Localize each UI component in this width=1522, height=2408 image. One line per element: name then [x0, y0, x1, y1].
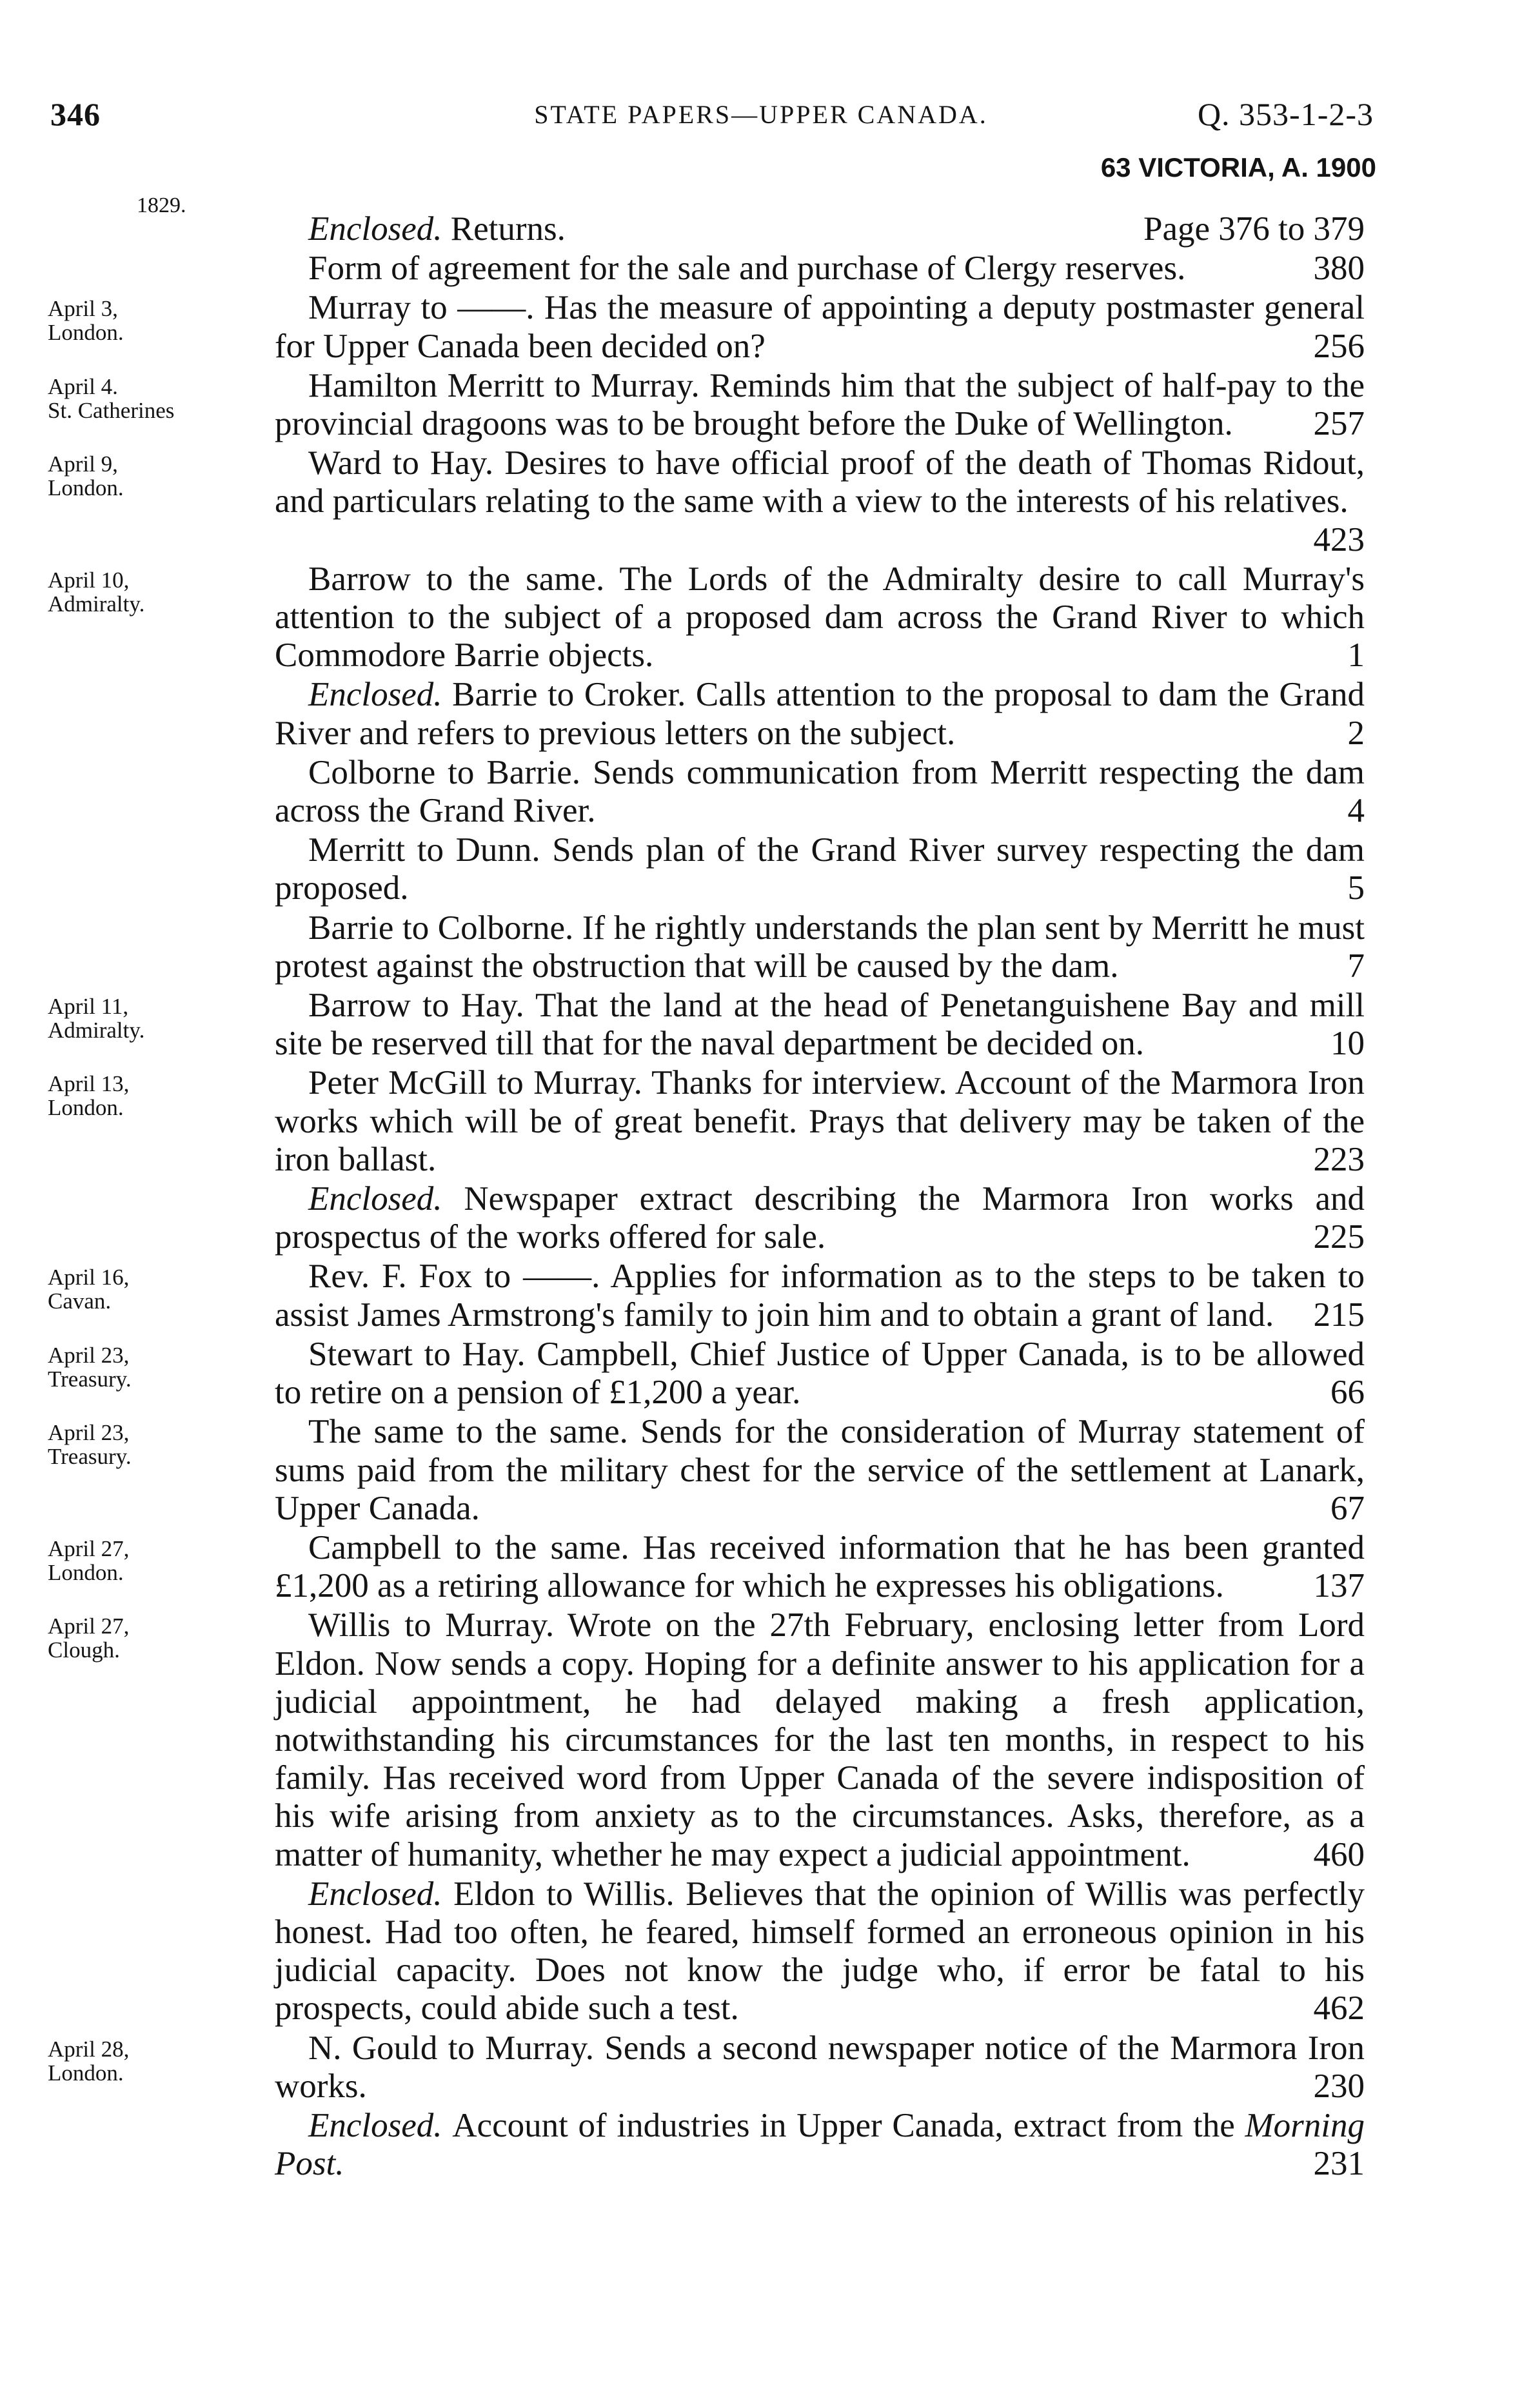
- entry-date: April 13,: [48, 1071, 130, 1097]
- page-reference: 223: [1313, 1140, 1365, 1178]
- entry-summary: Barrie to Croker. Calls attention to the proposal to dam the Grand River and refers to previous letters on the subject.: [275, 676, 1365, 752]
- entry-summary: Returns.: [450, 210, 566, 248]
- entry-text: [275, 676, 1365, 752]
- entry-summary: Form of agreement for the sale and purchase of Clergy reserves.: [308, 250, 1186, 288]
- margin-date-note: [48, 568, 261, 616]
- entry-place: Treasury.: [48, 1366, 132, 1392]
- year-label: 1829.: [137, 193, 186, 217]
- entry-date: April 23,: [48, 1342, 130, 1368]
- entry-summary: Willis to Murray. Wrote on the 27th February, enclosing letter from Lord Eldon. Now sends a copy. Hoping for a definite answer to his application for a judicial appointment, he had delayed making a fresh application, notwithstanding his circumstances for the last ten months, in respect to his family. Has received word from Upper Canada of the severe indisposition of his wife arising from anxiety as to the circumstances. Asks, therefore, as a matter of humanity, whether he may expect a judicial appointment.: [275, 1606, 1365, 1873]
- margin-date-note: [48, 1614, 261, 1662]
- entry-place: Cavan.: [48, 1288, 112, 1314]
- calendar-entry: [0, 831, 1522, 907]
- entry-text: [275, 210, 1365, 248]
- entry-date: April 10,: [48, 567, 130, 593]
- calendar-entry: [0, 560, 1522, 675]
- entry-summary: Barrow to Hay. That the land at the head of Penetanguishene Bay and mill site be reserved till that for the naval department be decided on.: [275, 987, 1365, 1063]
- margin-date-note: [48, 297, 261, 344]
- page-reference: Page 376 to 379: [1143, 210, 1365, 248]
- entry-summary: Ward to Hay. Desires to have official proof of the death of Thomas Ridout, and particulars relating to the same with a view to the interests of his relatives.: [275, 444, 1365, 520]
- page-reference: 462: [1313, 1989, 1365, 2028]
- entry-date: April 16,: [48, 1265, 130, 1290]
- calendar-entry: [0, 2107, 1522, 2183]
- calendar-entry: [0, 444, 1522, 559]
- entry-summary: Campbell to the same. Has received information that he has been granted £1,200 as a retiring allowance for which he expresses his obligations.: [275, 1528, 1365, 1605]
- enclosure-label: Enclosed.: [308, 1875, 454, 1913]
- page-number: 346: [50, 96, 101, 132]
- entry-summary: Colborne to Barrie. Sends communication from Merritt respecting the dam across the Grand River.: [275, 753, 1365, 830]
- entry-text: [275, 909, 1365, 985]
- calendar-entry: [0, 754, 1522, 830]
- enclosure-label: Enclosed.: [308, 1180, 464, 1218]
- entry-place: Admiralty.: [48, 591, 145, 617]
- entry-place: London.: [48, 475, 124, 501]
- margin-date-note: [48, 1072, 261, 1120]
- calendar-entry: [0, 1336, 1522, 1412]
- page-reference: 460: [1313, 1835, 1365, 1873]
- page-reference: 423: [1313, 520, 1365, 558]
- calendar-entry: [0, 1413, 1522, 1528]
- page-reference: 5: [1347, 869, 1365, 907]
- entry-text: [275, 1413, 1365, 1528]
- page-reference: 225: [1313, 1218, 1365, 1256]
- margin-date-note: [48, 2037, 261, 2085]
- entry-place: London.: [48, 2060, 124, 2086]
- calendar-entry: [0, 676, 1522, 752]
- entry-text: [275, 2029, 1365, 2106]
- page-reference: 231: [1313, 2145, 1365, 2183]
- margin-date-note: [48, 994, 261, 1042]
- entry-summary: Newspaper extract describing the Marmora Iron works and prospectus of the works offered for sale.: [275, 1180, 1365, 1256]
- entry-text: [275, 560, 1365, 675]
- calendar-entry: [0, 1529, 1522, 1605]
- margin-date-note: [48, 1265, 261, 1313]
- page-reference: 10: [1330, 1025, 1365, 1063]
- entry-text: [275, 1529, 1365, 1605]
- entry-summary: Hamilton Merritt to Murray. Reminds him that the subject of half-pay to the provincial dragoons was to be brought before the Duke of Wellington.: [275, 366, 1365, 443]
- page-reference: 4: [1347, 792, 1365, 830]
- page-reference: 2: [1347, 714, 1365, 752]
- entry-summary: Stewart to Hay. Campbell, Chief Justice of Upper Canada, is to be allowed to retire on a pension of £1,200 a year.: [275, 1335, 1365, 1412]
- publication-title: Morning Post.: [275, 2106, 1365, 2183]
- entry-summary: Eldon to Willis. Believes that the opinion of Willis was perfectly honest. Had too often, he feared, himself formed an erroneous opinion in his judicial capacity. Does not know the judge who, if error be fatal to his prospects, could abide such a test.: [275, 1875, 1365, 2028]
- calendar-entries: [0, 210, 1522, 2184]
- calendar-entry: [0, 1064, 1522, 1179]
- entry-text: [275, 2107, 1365, 2183]
- margin-date-note: [48, 375, 261, 422]
- entry-text: [275, 1180, 1365, 1256]
- entry-date: April 4.: [48, 373, 118, 399]
- entry-text: [275, 987, 1365, 1063]
- entry-date: April 9,: [48, 451, 118, 477]
- entry-text: [275, 367, 1365, 443]
- page-reference: 137: [1313, 1567, 1365, 1605]
- archive-reference: Q. 353-1-2-3: [1197, 96, 1374, 132]
- page-reference: 1: [1347, 637, 1365, 675]
- entry-text: [275, 444, 1365, 559]
- page-reference: 230: [1313, 2067, 1365, 2105]
- calendar-entry: [0, 1875, 1522, 2028]
- page-reference: 66: [1330, 1374, 1365, 1412]
- session-label: 63 VICTORIA, A. 1900: [1100, 152, 1376, 183]
- page-reference: 257: [1313, 405, 1365, 443]
- page-reference: 380: [1313, 250, 1365, 288]
- page-reference: 7: [1347, 947, 1365, 985]
- margin-date-note: [48, 1537, 261, 1584]
- calendar-entry: [0, 289, 1522, 365]
- entry-place: St. Catherines: [48, 397, 175, 423]
- entry-summary: N. Gould to Murray. Sends a second newspaper notice of the Marmora Iron works.: [275, 2029, 1365, 2105]
- entry-text: [275, 754, 1365, 830]
- calendar-entry: [0, 2029, 1522, 2106]
- calendar-entry: [0, 1180, 1522, 1256]
- entry-summary: Barrie to Colborne. If he rightly understands the plan sent by Merritt he must protest against the obstruction that will be caused by the dam.: [275, 909, 1365, 985]
- entry-date: April 27,: [48, 1535, 130, 1561]
- entry-text: [275, 1064, 1365, 1179]
- entry-text: [275, 250, 1365, 288]
- entry-date: April 23,: [48, 1420, 130, 1446]
- entry-date: April 28,: [48, 2036, 130, 2062]
- entry-summary: The same to the same. Sends for the consideration of Murray statement of sums paid from the military chest for the service of the settlement at Lanark, Upper Canada.: [275, 1413, 1365, 1527]
- enclosure-label: Enclosed.: [308, 2106, 453, 2144]
- margin-date-note: [48, 1421, 261, 1468]
- entry-summary: Murray to ——. Has the measure of appointing a deputy postmaster general for Upper Canada been decided on?: [275, 289, 1365, 365]
- entry-place: London.: [48, 1095, 124, 1121]
- page-reference: 67: [1330, 1489, 1365, 1527]
- calendar-entry: [0, 210, 1522, 248]
- calendar-entry: [0, 909, 1522, 985]
- entry-text: [275, 1875, 1365, 2028]
- calendar-entry: [0, 1606, 1522, 1873]
- entry-summary: Account of industries in Upper Canada, extract from the: [452, 2106, 1235, 2144]
- page-reference: 215: [1313, 1296, 1365, 1334]
- page-reference: 256: [1313, 327, 1365, 365]
- entry-place: London.: [48, 320, 124, 346]
- entry-date: April 27,: [48, 1614, 130, 1639]
- entry-summary: Rev. F. Fox to ——. Applies for information as to the steps to be taken to assist James Armstrong's family to join him and to obtain a grant of land.: [275, 1258, 1365, 1334]
- entry-date: April 11,: [48, 994, 129, 1020]
- calendar-entry: [0, 987, 1522, 1063]
- entry-text: [275, 289, 1365, 365]
- entry-place: Treasury.: [48, 1444, 132, 1470]
- entry-summary: Barrow to the same. The Lords of the Admiralty desire to call Murray's attention to the subject of a proposed dam across the Grand River to which Commodore Barrie objects.: [275, 560, 1365, 675]
- entry-place: Clough.: [48, 1637, 120, 1663]
- enclosure-label: Enclosed.: [308, 676, 453, 714]
- calendar-entry: [0, 1258, 1522, 1334]
- margin-date-note: [48, 1343, 261, 1391]
- margin-date-note: [48, 452, 261, 500]
- entry-text: [275, 1336, 1365, 1412]
- entry-text: [275, 1258, 1365, 1334]
- calendar-entry: [0, 250, 1522, 288]
- running-title: STATE PAPERS—UPPER CANADA.: [534, 100, 988, 129]
- entry-place: Admiralty.: [48, 1018, 145, 1043]
- enclosure-label: Enclosed.: [308, 210, 451, 248]
- entry-summary: Merritt to Dunn. Sends plan of the Grand River survey respecting the dam proposed.: [275, 831, 1365, 907]
- entry-summary: Peter McGill to Murray. Thanks for interview. Account of the Marmora Iron works which will be of great benefit. Prays that delivery may be taken of the iron ballast.: [275, 1064, 1365, 1178]
- entry-text: [275, 831, 1365, 907]
- entry-text: [275, 1606, 1365, 1873]
- calendar-entry: [0, 367, 1522, 443]
- entry-place: London.: [48, 1559, 124, 1585]
- entry-date: April 3,: [48, 296, 118, 322]
